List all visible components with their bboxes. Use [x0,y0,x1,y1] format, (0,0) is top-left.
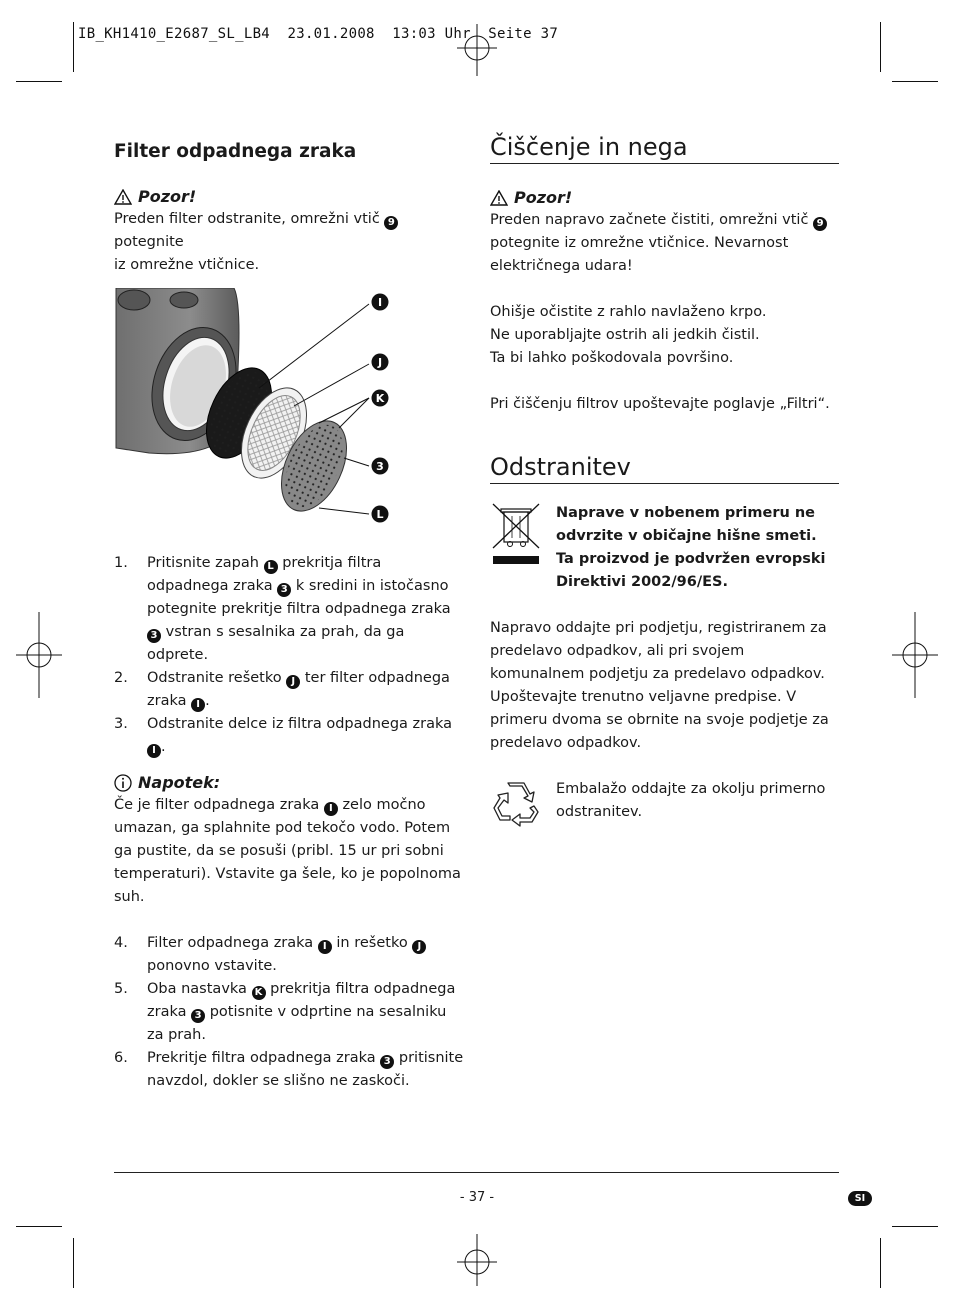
callout-L: L [376,508,384,521]
steps-list-b [114,932,464,1093]
list-item: 2. Odstranite rešetko J ter filter odpadnega zraka I . [114,670,450,710]
disposal-text: Napravo oddajte pri podjetju, registriranem za predelavo odpadkov, ali pri svojem komunalnem podjetju za predelavo odpadkov. Upoštevajte trenutno veljavne predpise. V primeru dvoma se obrnite na svoje podjetje za predelavo odpadkov. [490,620,829,751]
crop-mark [892,81,938,82]
language-badge: SI [848,1191,872,1206]
page-number: - 37 - [459,1190,495,1205]
info-icon [114,774,132,792]
list-item: 5. Oba nastavka K prekritja filtra odpadnega zraka 3 potisnite v odprtine na sesalniku za prah. [114,981,456,1043]
crop-mark [73,22,74,72]
warning-heading [490,186,839,209]
ref-badge: I [147,744,161,758]
ref-badge: 3 [191,1009,205,1023]
ref-badge: 9 [384,216,398,230]
packaging-text: Embalažo oddajte za okolju primerno odstranitev. [556,781,826,820]
callout-3: 3 [376,460,384,473]
list-item: 4. Filter odpadnega zraka I in rešetko J ponovno vstavite. [114,932,464,978]
crop-mark [892,1226,938,1227]
recycle-icon [490,778,542,830]
section-title-exhaust-filter: Filter odpadnega zraka [114,141,357,162]
list-item: 3. Odstranite delce iz filtra odpadnega zraka I . [114,716,453,756]
warning-heading [114,185,464,208]
cleaning-instructions: Ohišje očistite z rahlo navlaženo krpo. Ne uporabljajte ostrih ali jedkih čistil. Ta bi lahko poškodovala površino. [490,304,767,366]
warning-text: Preden napravo začnete čistiti, omrežni vtič 9 potegnite iz omrežne vtičnice. Nevarnost električnega udara! [490,209,839,278]
steps-list-a [114,552,464,759]
warning-label: Pozor! [138,187,197,206]
ref-badge: J [412,940,426,954]
warning-label: Pozor! [514,188,573,207]
note-heading [114,771,464,794]
callout-J: J [377,356,383,369]
ref-badge: I [324,802,338,816]
crop-mark [880,22,881,72]
ref-badge: 3 [147,629,161,643]
ref-badge: I [191,698,205,712]
note-text: Če je filter odpadnega zraka I zelo močno umazan, ga splahnite pod tekočo vodo. Potem ga pustite, da se posuši (pribl. 15 ur pri sobni temperaturi). Vstavite ga šele, ko je popolnoma suh. [114,797,461,905]
ref-badge: 9 [813,217,827,231]
crop-mark [16,1226,62,1227]
registration-mark-left [14,610,64,700]
ref-badge: K [252,986,266,1000]
crop-mark [73,1238,74,1288]
filter-reference-text: Pri čiščenju filtrov upoštevajte poglavje „Filtri“. [490,396,830,412]
ref-badge: I [318,940,332,954]
crop-mark [16,81,62,82]
footer-divider [114,1172,839,1173]
filter-illustration [114,288,394,528]
callout-K: K [375,392,385,405]
section-title-cleaning: Čiščenje in nega [490,136,839,164]
packaging-block [490,778,839,830]
section-title-disposal: Odstranitev [490,456,839,484]
warning-triangle-icon [490,190,508,206]
warning-text: Preden filter odstranite, omrežni vtič 9 potegnite iz omrežne vtičnice. [114,208,464,277]
callout-I: I [377,296,383,309]
crop-mark [880,1238,881,1288]
ref-badge: J [286,675,300,689]
warning-triangle-icon [114,189,132,205]
weee-text: Naprave v nobenem primeru ne odvrzite v običajne hišne smeti. Ta proizvod je podvržen evropski Direktivi 2002/96/ES. [556,505,826,590]
right-column [490,133,839,830]
left-column [114,140,464,1093]
crossed-bin-icon [490,502,542,568]
print-header: IB_KH1410_E2687_SL_LB4 23.01.2008 13:03 Uhr Seite 37 [78,26,559,42]
ref-badge: L [264,560,278,574]
list-item: 6. Prekritje filtra odpadnega zraka 3 pritisnite navzdol, dokler se slišno ne zaskoči. [114,1050,464,1089]
weee-block [490,502,839,594]
registration-mark-right [890,610,940,700]
note-label: Napotek: [138,773,221,792]
ref-badge: 3 [380,1055,394,1069]
list-item: 1. Pritisnite zapah L prekritja filtra odpadnega zraka 3 k sredini in istočasno potegnite prekritje filtra odpadnega zraka 3 vstran s sesalnika za prah, da ga odprete. [114,555,451,663]
ref-badge: 3 [277,583,291,597]
registration-mark-bottom [455,1232,499,1288]
